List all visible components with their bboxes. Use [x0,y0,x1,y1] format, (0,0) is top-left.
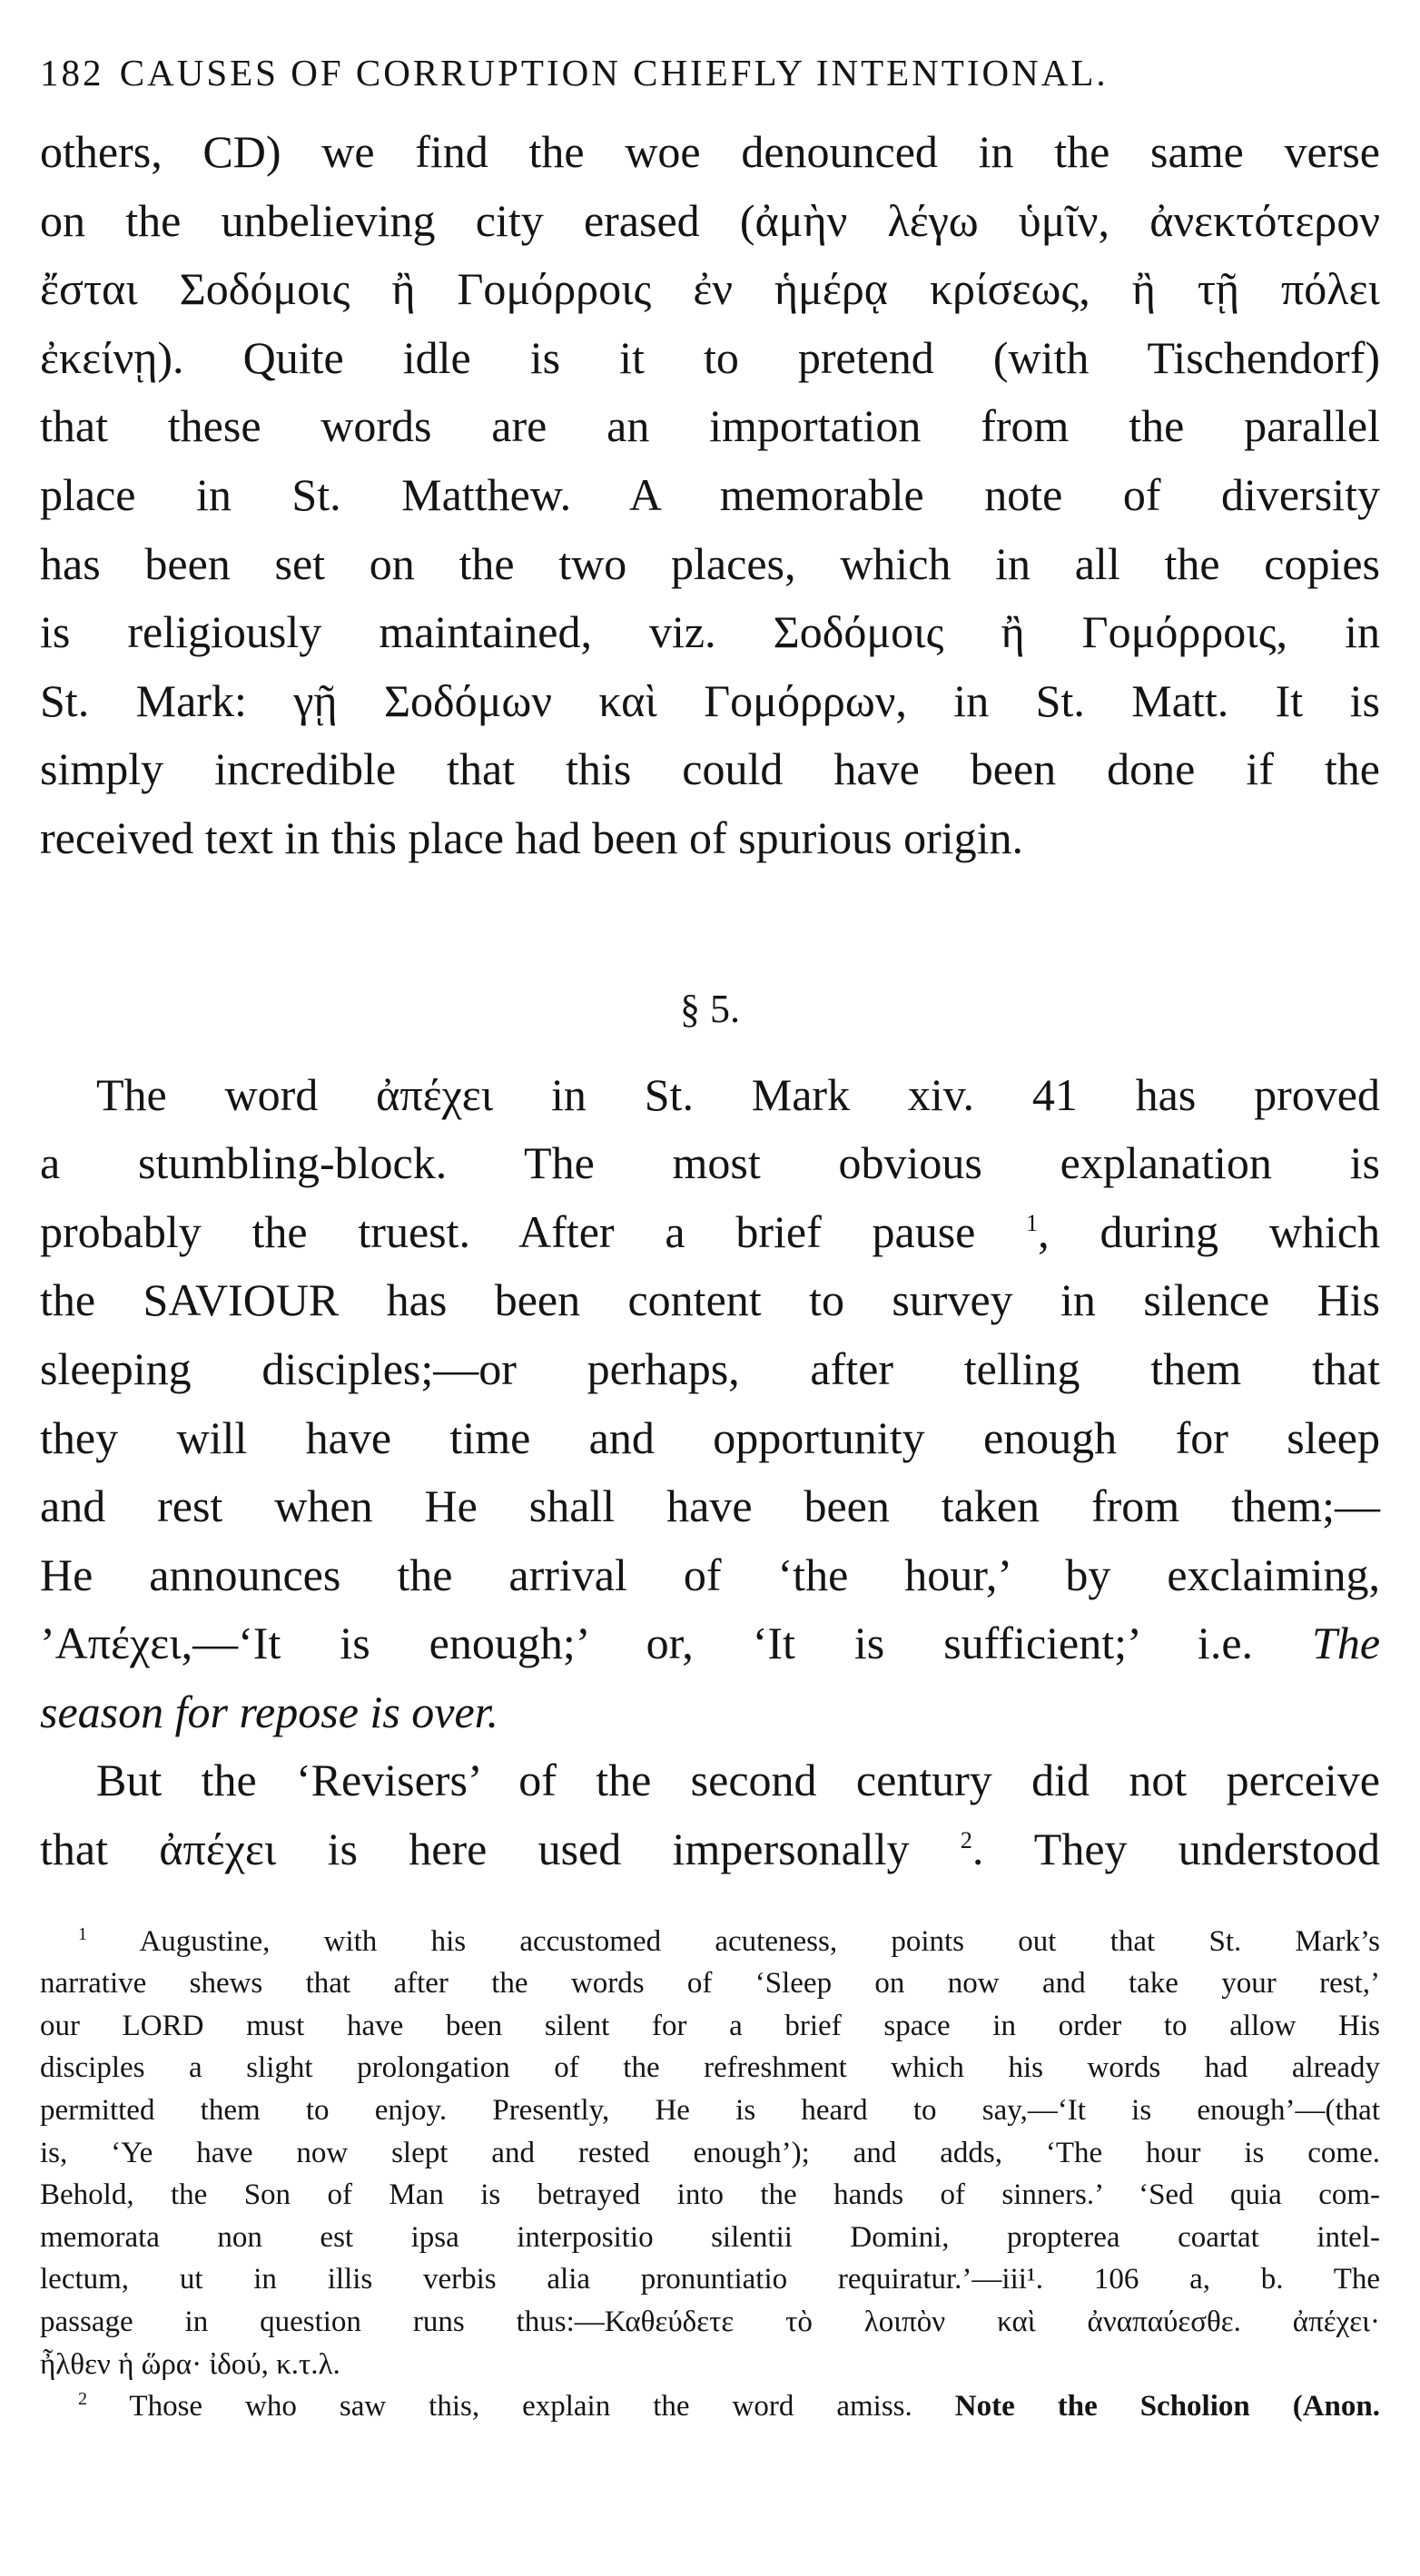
text-line: sleeping disciples;—or perhaps, after telling them that [40,1342,1380,1394]
section-heading: § 5. [680,986,740,1031]
text-line: they will have time and opportunity enough for sleep [40,1411,1380,1463]
bold-text: Note the Scholion (Anon. [954,2390,1381,2424]
footnote-line: passage in question runs thus:—Καθεύδετε τὸ λοιπὸν καὶ ἀναπαύεσθε. ἀπέχει· [40,2306,1380,2338]
footnote-line: our LORD must have been silent for a brief space in order to allow His [40,2009,1380,2042]
footnote-line: memorata non est ipsa interpositio silentii Domini, propterea coartat intel- [40,2220,1380,2254]
text-line: a stumbling-block. The most obvious explanation is [40,1137,1380,1189]
footnotes [40,1921,1380,2428]
footnote-line: is, ‘Ye have now slept and rested enough’); and adds, ‘The hour is come. [40,2136,1380,2169]
text-line: that these words are an importation from the parallel [40,400,1380,452]
running-header [40,47,1380,98]
text-line: But the ‘Revisers’ of the second century did not perceive [96,1755,1380,1806]
text-line: received text in this place had been of spurious origin. [40,811,1024,863]
text-line: that ἀπέχει is here used impersonally $^2$. They understood [40,1824,1380,1875]
footnote-line: ἦλθεν ἡ ὥρα· ἰδού, κ.τ.λ. [40,2347,340,2381]
italic-text: The [1312,1617,1381,1669]
text-line: ἐκείνῃ). Quite idle is it to pretend (with Tischendorf) [40,331,1380,383]
text-line: season for repose is over. [40,1686,499,1737]
page-number: 182 [40,52,104,93]
footnote-line [40,2385,1380,2428]
text-line: ἔσται Σοδόμοις ἢ Γομόρροις ἐν ἡμέρᾳ κρίσεως, ἢ τῇ πόλει [40,263,1380,315]
paragraph-1 [40,118,1380,873]
text-segment: Augustine, with his accustomed acuteness, points out that St. Mark’s [139,1924,1380,1958]
paragraph-3 [40,1746,1380,1883]
text-segment: , during which [1038,1205,1381,1257]
text-line: has been set on the two places, which in all the copies [40,537,1380,589]
footnote-line: disciples a slight prolongation of the refreshment which his words had already [40,2051,1380,2085]
document-page [40,47,1380,2428]
paragraph-2 [40,1061,1380,1747]
footnote-line: permitted them to enjoy. Presently, He is heard to say,—‘It is enough’—(that [40,2094,1380,2128]
footnote-line: lectum, ut in illis verbis alia pronuntiatio requiratur.’—iii¹. 106 a, b. The [40,2263,1380,2296]
text-line [40,1198,1380,1267]
running-title: CAUSES OF CORRUPTION CHIEFLY INTENTIONAL. [119,52,1109,93]
footnote-line: Behold, the Son of Man is betrayed into the hands of sinners.’ ‘Sed quia com- [40,2178,1380,2212]
text-segment: that ἀπέχει is here used impersonally [40,1824,910,1875]
text-line: St. Mark: γῇ Σοδόμων καὶ Γομόρρων, in St. Matt. It is [40,674,1380,726]
footnote-marker: 2 [78,2389,87,2410]
text-segment: probably the truest. After a brief pause [40,1205,976,1257]
text-line: The word ἀπέχει in St. Mark xiv. 41 has proved [96,1068,1380,1120]
text-line: is religiously maintained, viz. Σοδόμοις ἢ Γομόρροις, in [40,606,1380,658]
text-line: place in St. Matthew. A memorable note of diversity [40,468,1380,520]
text-line: others, CD) we find the woe denounced in the same verse [40,126,1380,177]
footnote-reference: 1 [1026,1209,1039,1236]
footnote-line: narrative shews that after the words of ‘Sleep on now and take your rest,’ [40,1967,1380,2001]
text-line: He announces the arrival of ‘the hour,’ by exclaiming, [40,1549,1380,1600]
text-segment: ’Απέχει,—‘It is enough;’ or, ‘It is sufficient;’ i.e. [40,1617,1254,1669]
text-line: the SAVIOUR has been content to survey in silence His [40,1274,1380,1326]
footnote-line [40,1921,1380,1963]
text-line: on the unbelieving city erased (ἀμὴν λέγω ὑμῖν, ἀνεκτότερον [40,194,1380,246]
text-segment: Those who saw this, explain the word amiss. [129,2390,912,2424]
text-segment: They understood [1033,1824,1380,1875]
footnote-marker: 1 [78,1923,87,1944]
text-line: and rest when He shall have been taken from them;— [40,1480,1380,1532]
text-line [40,1609,1380,1678]
text-line: simply incredible that this could have been done if the [40,743,1380,795]
footnote-reference: 2 [960,1827,972,1854]
